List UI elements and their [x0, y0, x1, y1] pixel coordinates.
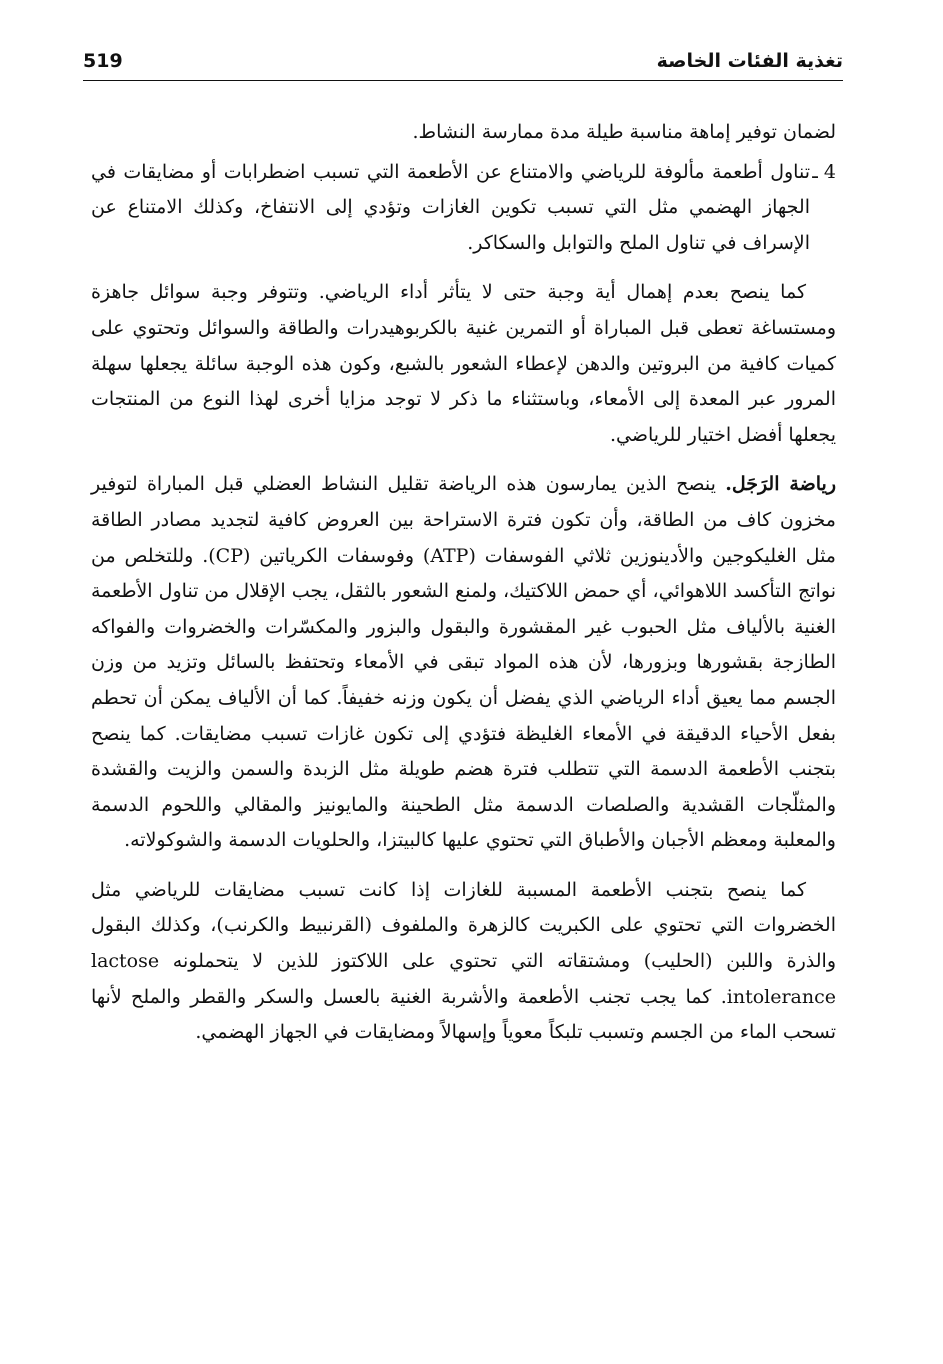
- running-header: [83, 44, 843, 78]
- body-text: [91, 115, 836, 1065]
- section-text: ينصح الذين يمارسون هذه الرياضة تقليل النشاط العضلي قبل المباراة لتوفير مخزون كاف من الطاقة، وأن تكون فترة الاستراحة بين العروض كافية لتجديد مصادر الطاقة مثل الغليكوجين والأدينوزين ثلاثي الفوسفات (ATP) وفوسفات الكرياتين (CP). وللتخلص من نواتج التأكسد اللاهوائي، أي حمض اللاكتيك، ولمنع الشعور بالثقل، يجب الإقلال من تناول الأطعمة الغنية بالألياف مثل الحبوب غير المقشورة والبقول والبزور والمكسّرات والخضروات والفواكه الطازجة بقشورها وبزورها، لأن هذه المواد تبقى في الأمعاء وتحتفظ بالسائل وتزيد من وزن الجسم مما يعيق أداء الرياضي الذي يفضل أن يكون وزنه خفيفاً. كما أن الألياف يمكن أن تحطم بفعل الأحياء الدقيقة في الأمعاء الغليظة فتؤدي إلى تكون غازات تسبب مضايقات. كما ينصح بتجنب الأطعمة الدسمة التي تتطلب فترة هضم طويلة مثل الزبدة والسمن والزيت والقشدة والمثلّجات القشدية والصلصات الدسمة مثل الطحينة والمايونيز والمقالي واللحوم الدسمة والمعلبة ومعظم الأجبان والأطباق التي تحتوي عليها كالبيتزا، والحلويات الدسمة والشوكولاته.: [91, 473, 836, 852]
- list-item-text: تناول أطعمة مألوفة للرياضي والامتناع عن الأطعمة التي تسبب اضطرابات أو مضايقات في الجهاز الهضمي مثل التي تسبب تكوين الغازات وتؤدي إلى الانتفاخ، وكذلك الامتناع عن الإسراف في تناول الملح والتوابل والسكاكر.: [91, 160, 810, 254]
- paragraph-gas-foods: كما ينصح بتجنب الأطعمة المسببة للغازات إذا كانت تسبب مضايقات للرياضي مثل الخضروات التي تحتوي على الكبريت كالزهرة والملفوف (القرنبيط والكرنب)، وكذلك البقول والذرة واللبن (الحليب) ومشتقاته التي تحتوي على اللاكتوز للذين لا يتحملونه lactose intolerance. كما يجب تجنب الأطعمة والأشربة الغنية بالعسل والسكر والقطر والملح لأنها تسحب الماء من الجسم وتسبب تلبكاً معوياً وإسهالاً ومضايقات في الجهاز الهضمي.: [91, 878, 836, 1044]
- list-item-4: [91, 155, 836, 262]
- paragraph-liquid-meal: كما ينصح بعدم إهمال أية وجبة حتى لا يتأثر أداء الرياضي. وتتوفر وجبة سوائل جاهزة ومستساغة تعطى قبل المباراة أو التمرين غنية بالكربوهيدرات والطاقة والسوائل وتحتوي على كميات كافية من البروتين والدهن لإعطاء الشعور بالشبع، وكون هذه الوجبة سائلة يجعلها سهلة المرور عبر المعدة إلى الأمعاء، وباستثناء ما ذكر لا توجد مزايا أخرى لهذا النوع من المنتجات يجعلها أفضل اختيار للرياضي.: [91, 281, 836, 446]
- page-number: 519: [83, 50, 123, 72]
- header-divider: [83, 80, 843, 81]
- paragraph-continued: لضمان توفير إماهة مناسبة طيلة مدة ممارسة النشاط.: [412, 121, 836, 143]
- list-number: 4 ـ: [812, 160, 836, 183]
- section-heading: رياضة الرَجَل.: [725, 473, 836, 496]
- paragraph-leg-sport: [91, 467, 836, 859]
- chapter-title: تغذية الفئات الخاصة: [656, 50, 843, 72]
